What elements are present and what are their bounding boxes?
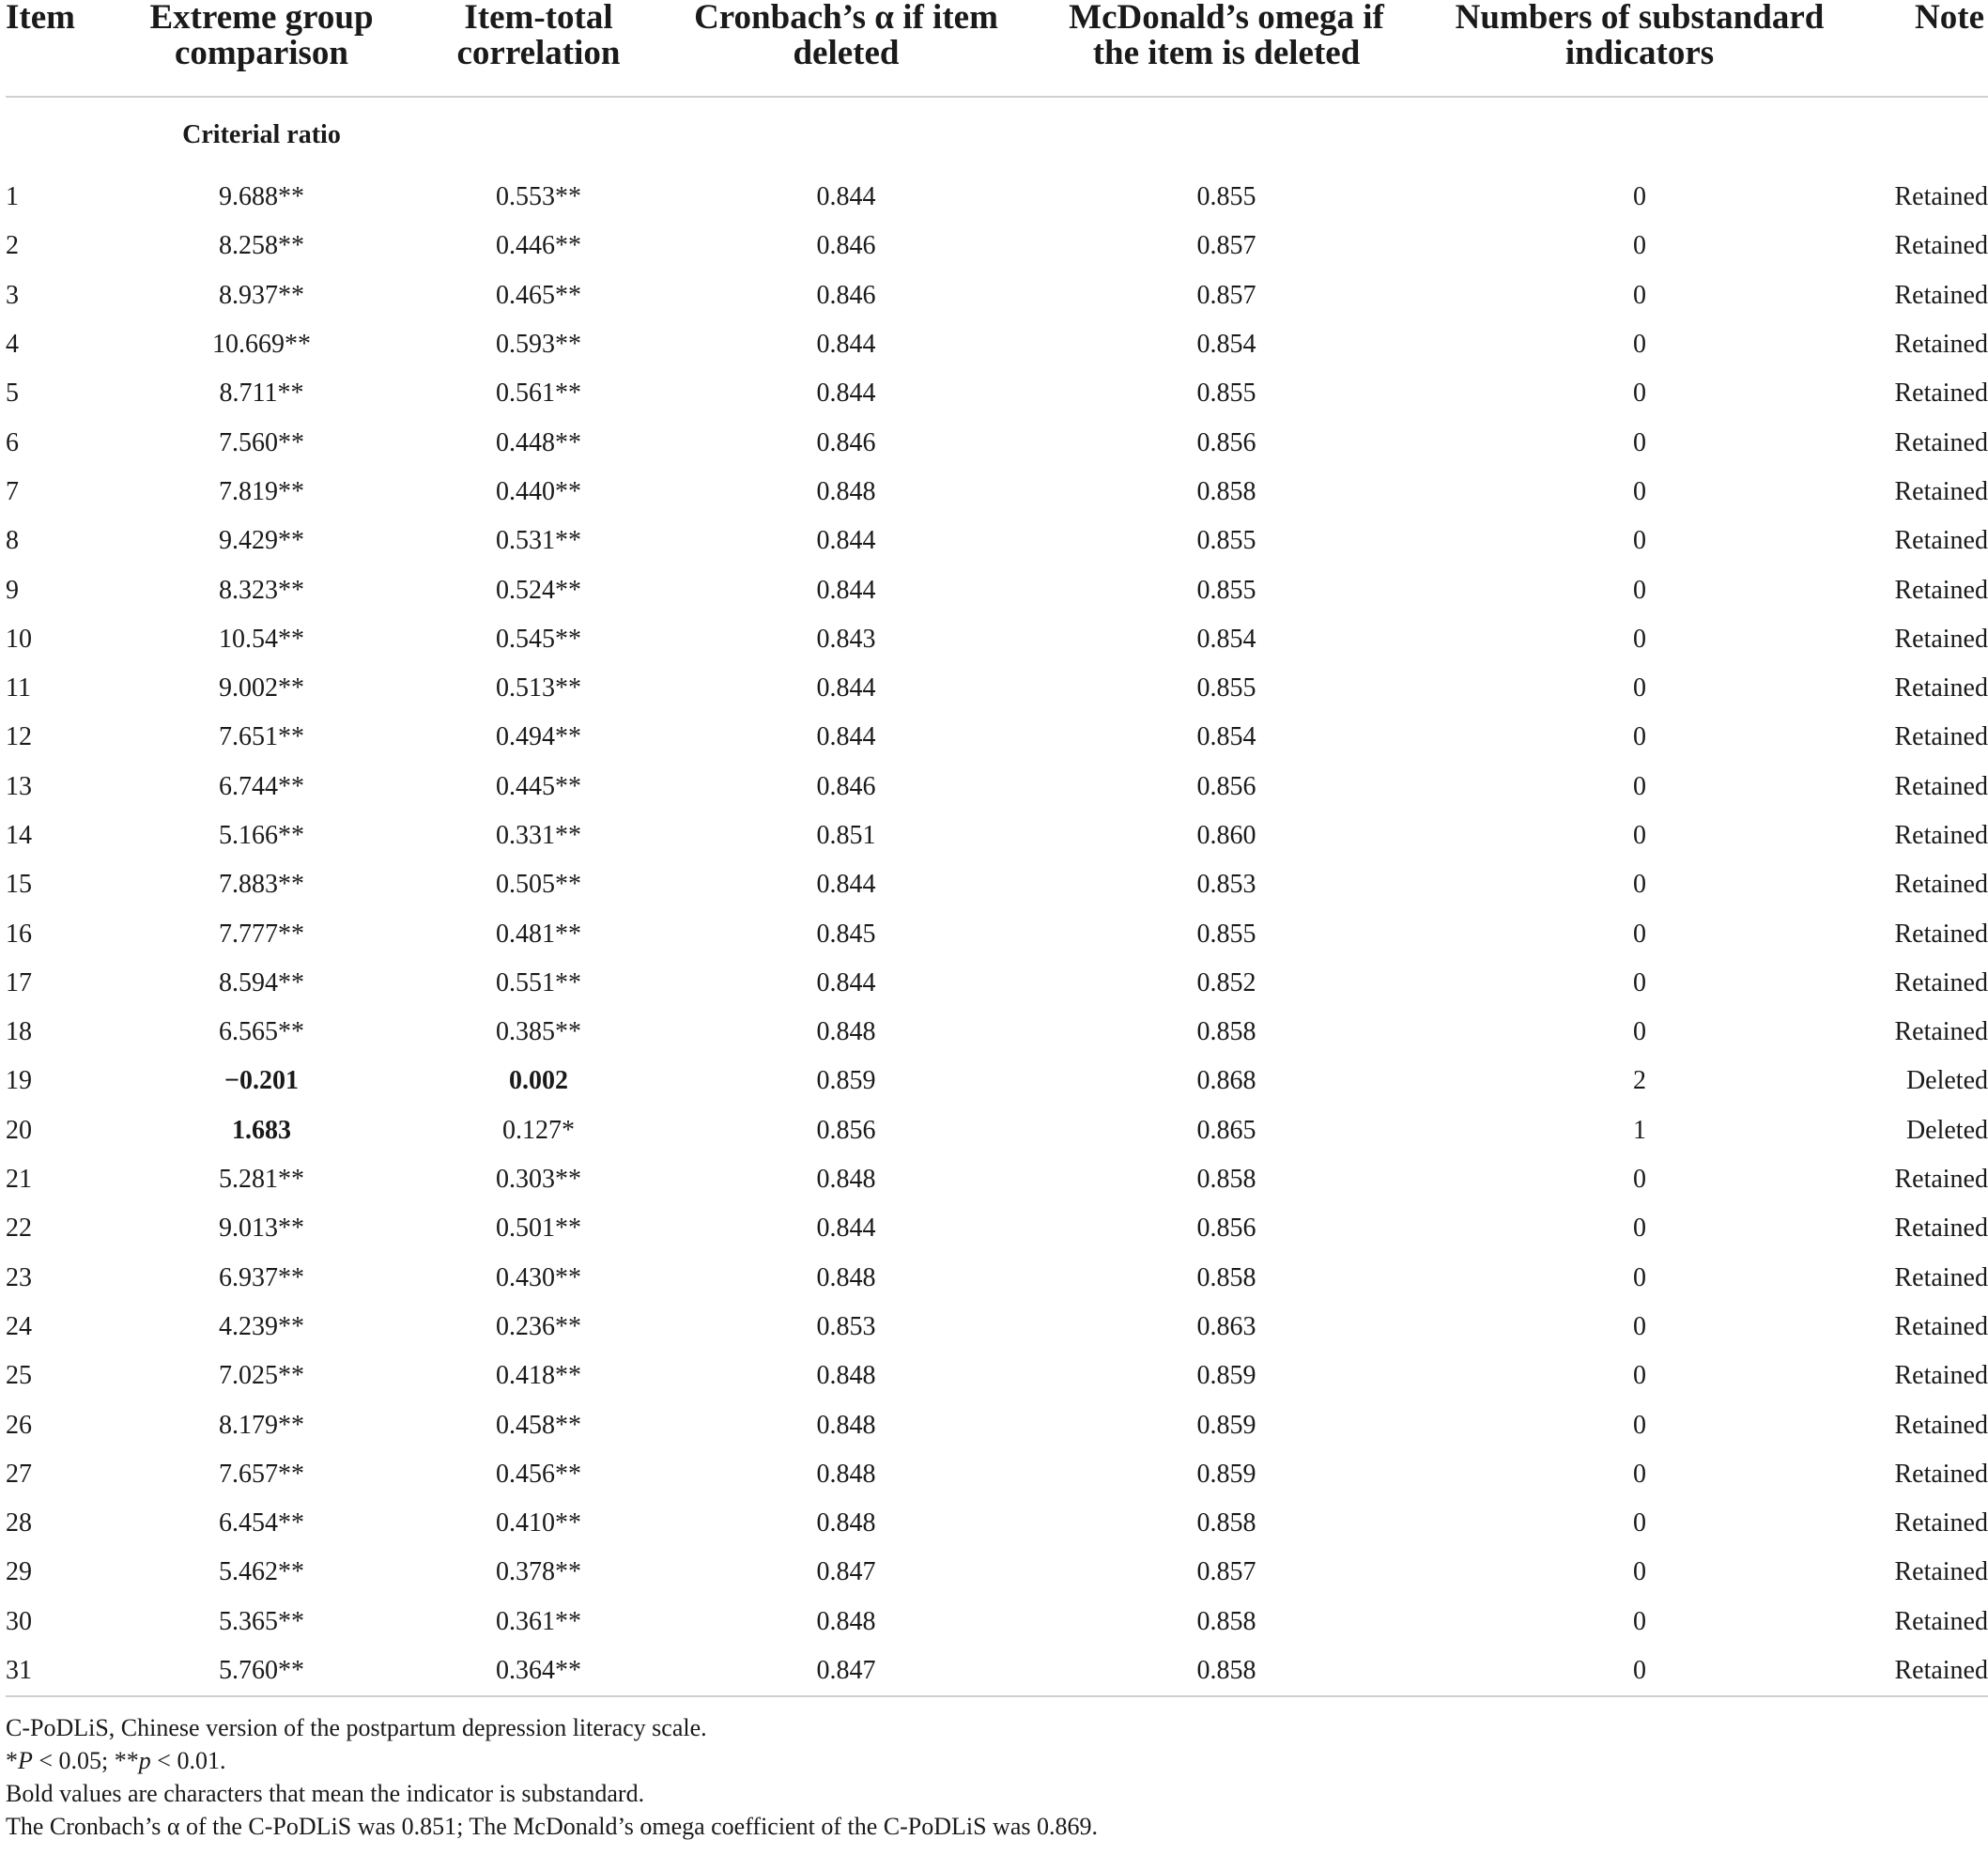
cell-criterial-ratio: 6.454** [219, 1508, 304, 1538]
cell-item: 15 [6, 870, 32, 900]
cell-note: Retained [1894, 379, 1988, 409]
cell-item: 22 [6, 1213, 32, 1244]
cell-item: 3 [6, 280, 19, 310]
cell-substandard-count: 0 [1633, 1165, 1646, 1195]
cell-item: 5 [6, 379, 19, 409]
cell-criterial-ratio: −0.201 [224, 1066, 299, 1096]
cell-item: 29 [6, 1557, 32, 1587]
cell-item-total-correlation: 0.531** [496, 526, 581, 556]
cell-item: 18 [6, 1017, 32, 1047]
cell-substandard-count: 0 [1633, 182, 1646, 212]
cell-alpha-if-deleted: 0.844 [816, 575, 876, 605]
cell-note: Retained [1894, 1165, 1988, 1195]
cell-note: Deleted [1905, 1115, 1988, 1145]
cell-omega-if-deleted: 0.858 [1196, 1508, 1256, 1538]
cell-criterial-ratio: 8.323** [219, 575, 304, 605]
cell-note: Retained [1894, 526, 1988, 556]
cell-substandard-count: 0 [1633, 1508, 1646, 1538]
table-row [6, 860, 1988, 909]
cell-note: Retained [1894, 1508, 1988, 1538]
cell-alpha-if-deleted: 0.846 [816, 771, 876, 801]
cell-alpha-if-deleted: 0.848 [816, 1459, 876, 1489]
cell-substandard-count: 0 [1633, 476, 1646, 506]
cell-item: 20 [6, 1115, 32, 1145]
cell-note: Retained [1894, 1311, 1988, 1341]
table-row [6, 1548, 1988, 1597]
cell-criterial-ratio: 6.937** [219, 1262, 304, 1292]
cell-criterial-ratio: 5.365** [219, 1606, 304, 1636]
cell-criterial-ratio: 8.937** [219, 280, 304, 310]
header-substandard-count: Numbers of substandard indicators [1433, 0, 1846, 97]
cell-alpha-if-deleted: 0.846 [816, 427, 876, 457]
cell-note: Retained [1894, 919, 1988, 949]
cell-substandard-count: 0 [1633, 526, 1646, 556]
cell-alpha-if-deleted: 0.844 [816, 330, 876, 360]
cell-note: Retained [1894, 427, 1988, 457]
footnote-significance: *P < 0.05; **p < 0.01. [6, 1747, 226, 1774]
cell-criterial-ratio: 9.688** [219, 182, 304, 212]
table-row [6, 1352, 1988, 1400]
table-row [6, 222, 1988, 271]
cell-substandard-count: 0 [1633, 1262, 1646, 1292]
cell-criterial-ratio: 7.777** [219, 919, 304, 949]
cell-substandard-count: 0 [1633, 1361, 1646, 1391]
cell-item: 7 [6, 476, 19, 506]
cell-omega-if-deleted: 0.857 [1196, 280, 1256, 310]
cell-alpha-if-deleted: 0.848 [816, 1262, 876, 1292]
table-body [6, 97, 1988, 1696]
subheader-row [6, 97, 1988, 173]
cell-omega-if-deleted: 0.863 [1196, 1311, 1256, 1341]
cell-note: Retained [1894, 476, 1988, 506]
table-row [6, 1254, 1988, 1303]
cell-criterial-ratio: 7.560** [219, 427, 304, 457]
cell-criterial-ratio: 5.281** [219, 1165, 304, 1195]
cell-item: 14 [6, 821, 32, 850]
header-item-total: Item-total correlation [405, 0, 672, 97]
header-mcdonald-omega: McDonald’s omega if the item is deleted [1020, 0, 1433, 97]
cell-item-total-correlation: 0.458** [496, 1410, 581, 1440]
cell-note: Retained [1894, 1606, 1988, 1636]
cell-note: Retained [1894, 280, 1988, 310]
cell-item-total-correlation: 0.545** [496, 624, 581, 654]
table-row [6, 1400, 1988, 1449]
cell-note: Retained [1894, 1459, 1988, 1489]
cell-alpha-if-deleted: 0.844 [816, 673, 876, 703]
cell-omega-if-deleted: 0.855 [1196, 526, 1256, 556]
table-row [6, 369, 1988, 418]
table-row [6, 173, 1988, 222]
cell-item-total-correlation: 0.430** [496, 1262, 581, 1292]
cell-item: 9 [6, 575, 19, 605]
cell-omega-if-deleted: 0.858 [1196, 1017, 1256, 1047]
table-row [6, 909, 1988, 958]
cell-omega-if-deleted: 0.868 [1196, 1066, 1256, 1096]
table-row [6, 812, 1988, 860]
cell-substandard-count: 0 [1633, 1410, 1646, 1440]
cell-item: 1 [6, 182, 19, 212]
cell-item-total-correlation: 0.505** [496, 870, 581, 900]
cell-alpha-if-deleted: 0.848 [816, 476, 876, 506]
table-row [6, 1008, 1988, 1057]
cell-omega-if-deleted: 0.859 [1196, 1410, 1256, 1440]
cell-note: Retained [1894, 1557, 1988, 1587]
cell-substandard-count: 0 [1633, 575, 1646, 605]
table-row [6, 713, 1988, 762]
cell-alpha-if-deleted: 0.844 [816, 526, 876, 556]
cell-omega-if-deleted: 0.856 [1196, 427, 1256, 457]
cell-item-total-correlation: 0.481** [496, 919, 581, 949]
cell-substandard-count: 0 [1633, 1311, 1646, 1341]
cell-item: 25 [6, 1361, 32, 1391]
cell-omega-if-deleted: 0.858 [1196, 476, 1256, 506]
cell-item-total-correlation: 0.465** [496, 280, 581, 310]
cell-criterial-ratio: 9.013** [219, 1213, 304, 1244]
header-extreme-group: Extreme group comparison [118, 0, 405, 97]
cell-omega-if-deleted: 0.855 [1196, 182, 1256, 212]
footnote-reliability-summary: The Cronbach’s α of the C-PoDLiS was 0.851; The McDonald’s omega coefficient of the C-PoDLiS was 0.869. [6, 1813, 1098, 1840]
table-row [6, 763, 1988, 812]
cell-item: 11 [6, 673, 31, 703]
cell-item-total-correlation: 0.236** [496, 1311, 581, 1341]
cell-alpha-if-deleted: 0.848 [816, 1165, 876, 1195]
cell-item-total-correlation: 0.445** [496, 771, 581, 801]
cell-substandard-count: 2 [1633, 1066, 1646, 1096]
cell-omega-if-deleted: 0.852 [1196, 967, 1256, 997]
table-row [6, 1303, 1988, 1352]
cell-alpha-if-deleted: 0.844 [816, 870, 876, 900]
cell-criterial-ratio: 8.594** [219, 967, 304, 997]
table-row [6, 1155, 1988, 1204]
cell-item: 23 [6, 1262, 32, 1292]
cell-substandard-count: 0 [1633, 673, 1646, 703]
cell-note: Retained [1846, 1646, 1988, 1696]
table-row [6, 1598, 1988, 1646]
cell-item: 28 [6, 1508, 32, 1538]
cell-criterial-ratio: 5.760** [118, 1646, 405, 1696]
cell-criterial-ratio: 7.657** [219, 1459, 304, 1489]
cell-item: 30 [6, 1606, 32, 1636]
table-row [6, 468, 1988, 517]
cell-note: Retained [1894, 1361, 1988, 1391]
cell-omega-if-deleted: 0.859 [1196, 1361, 1256, 1391]
cell-item: 16 [6, 919, 32, 949]
cell-item-total-correlation: 0.303** [496, 1165, 581, 1195]
cell-item-total-correlation: 0.593** [496, 330, 581, 360]
cell-substandard-count: 0 [1633, 870, 1646, 900]
cell-note: Retained [1894, 330, 1988, 360]
table-row [6, 615, 1988, 664]
cell-alpha-if-deleted: 0.848 [816, 1508, 876, 1538]
cell-alpha-if-deleted: 0.848 [816, 1361, 876, 1391]
table-footnotes [6, 1711, 1098, 1843]
cell-item-total-correlation: 0.513** [496, 673, 581, 703]
item-analysis-table [6, 0, 1988, 1697]
cell-item: 17 [6, 967, 32, 997]
cell-criterial-ratio: 7.025** [219, 1361, 304, 1391]
cell-alpha-if-deleted: 0.844 [816, 1213, 876, 1244]
cell-substandard-count: 0 [1633, 1459, 1646, 1489]
cell-item-total-correlation: 0.456** [496, 1459, 581, 1489]
cell-alpha-if-deleted: 0.844 [816, 379, 876, 409]
header-cronbach-alpha: Cronbach’s α if item deleted [672, 0, 1020, 97]
cell-criterial-ratio: 7.651** [219, 722, 304, 752]
cell-criterial-ratio: 5.462** [219, 1557, 304, 1587]
subheader-criterial-ratio: Criterial ratio [182, 120, 341, 149]
table-row [6, 1204, 1988, 1253]
cell-alpha-if-deleted: 0.847 [672, 1646, 1020, 1696]
footnote-bold-values: Bold values are characters that mean the indicator is substandard. [6, 1780, 645, 1807]
cell-substandard-count: 0 [1633, 624, 1646, 654]
cell-substandard-count: 0 [1633, 771, 1646, 801]
cell-substandard-count: 0 [1633, 1017, 1646, 1047]
cell-omega-if-deleted: 0.855 [1196, 379, 1256, 409]
cell-criterial-ratio: 9.002** [219, 673, 304, 703]
cell-omega-if-deleted: 0.855 [1196, 673, 1256, 703]
cell-item: 10 [6, 624, 32, 654]
cell-note: Retained [1894, 1262, 1988, 1292]
cell-note: Retained [1894, 821, 1988, 850]
cell-item-total-correlation: 0.418** [496, 1361, 581, 1391]
cell-criterial-ratio: 6.565** [219, 1017, 304, 1047]
table-row [6, 320, 1988, 369]
cell-omega-if-deleted: 0.857 [1196, 1557, 1256, 1587]
cell-omega-if-deleted: 0.859 [1196, 1459, 1256, 1489]
cell-criterial-ratio: 5.166** [219, 821, 304, 850]
cell-criterial-ratio: 1.683 [232, 1115, 291, 1145]
cell-criterial-ratio: 8.258** [219, 231, 304, 261]
cell-criterial-ratio: 8.711** [219, 379, 304, 409]
cell-item: 8 [6, 526, 19, 556]
cell-note: Retained [1894, 771, 1988, 801]
cell-criterial-ratio: 10.669** [212, 330, 311, 360]
table-header [6, 0, 1988, 97]
cell-alpha-if-deleted: 0.844 [816, 182, 876, 212]
cell-criterial-ratio: 9.429** [219, 526, 304, 556]
cell-item-total-correlation: 0.440** [496, 476, 581, 506]
cell-note: Retained [1894, 1410, 1988, 1440]
cell-omega-if-deleted: 0.858 [1020, 1646, 1433, 1696]
cell-criterial-ratio: 7.819** [219, 476, 304, 506]
cell-substandard-count: 0 [1633, 919, 1646, 949]
header-item: Item [6, 0, 118, 97]
cell-omega-if-deleted: 0.855 [1196, 575, 1256, 605]
cell-omega-if-deleted: 0.858 [1196, 1606, 1256, 1636]
cell-item-total-correlation: 0.524** [496, 575, 581, 605]
cell-substandard-count: 0 [1633, 821, 1646, 850]
cell-item: 26 [6, 1410, 32, 1440]
cell-item-total-correlation: 0.494** [496, 722, 581, 752]
cell-note: Retained [1894, 624, 1988, 654]
table-row [6, 959, 1988, 1008]
cell-substandard-count: 0 [1633, 722, 1646, 752]
cell-alpha-if-deleted: 0.846 [816, 280, 876, 310]
cell-alpha-if-deleted: 0.844 [816, 722, 876, 752]
cell-criterial-ratio: 4.239** [219, 1311, 304, 1341]
cell-alpha-if-deleted: 0.848 [816, 1017, 876, 1047]
cell-item-total-correlation: 0.378** [496, 1557, 581, 1587]
cell-substandard-count: 0 [1433, 1646, 1846, 1696]
cell-item: 21 [6, 1165, 32, 1195]
cell-note: Retained [1894, 722, 1988, 752]
cell-omega-if-deleted: 0.854 [1196, 722, 1256, 752]
cell-substandard-count: 0 [1633, 379, 1646, 409]
cell-criterial-ratio: 10.54** [219, 624, 304, 654]
table-row [6, 1106, 1988, 1155]
cell-item: 12 [6, 722, 32, 752]
cell-alpha-if-deleted: 0.853 [816, 1311, 876, 1341]
cell-omega-if-deleted: 0.860 [1196, 821, 1256, 850]
table-row [6, 1450, 1988, 1499]
cell-item: 19 [6, 1066, 32, 1096]
cell-alpha-if-deleted: 0.859 [816, 1066, 876, 1096]
cell-substandard-count: 0 [1633, 231, 1646, 261]
cell-omega-if-deleted: 0.858 [1196, 1165, 1256, 1195]
table-row [6, 271, 1988, 320]
cell-note: Retained [1894, 182, 1988, 212]
cell-omega-if-deleted: 0.856 [1196, 771, 1256, 801]
cell-note: Retained [1894, 870, 1988, 900]
cell-alpha-if-deleted: 0.847 [816, 1557, 876, 1587]
table-row [6, 1057, 1988, 1105]
cell-alpha-if-deleted: 0.851 [816, 821, 876, 850]
cell-substandard-count: 0 [1633, 330, 1646, 360]
cell-item-total-correlation: 0.561** [496, 379, 581, 409]
cell-note: Retained [1894, 575, 1988, 605]
cell-item: 24 [6, 1311, 32, 1341]
cell-alpha-if-deleted: 0.843 [816, 624, 876, 654]
cell-omega-if-deleted: 0.865 [1196, 1115, 1256, 1145]
cell-substandard-count: 0 [1633, 427, 1646, 457]
cell-item-total-correlation: 0.364** [405, 1646, 672, 1696]
cell-item-total-correlation: 0.002 [509, 1066, 568, 1096]
cell-item: 27 [6, 1459, 32, 1489]
cell-alpha-if-deleted: 0.848 [816, 1606, 876, 1636]
cell-omega-if-deleted: 0.856 [1196, 1213, 1256, 1244]
table-row [6, 1499, 1988, 1548]
cell-omega-if-deleted: 0.855 [1196, 919, 1256, 949]
footnote-abbreviation: C-PoDLiS, Chinese version of the postpartum depression literacy scale. [6, 1714, 707, 1741]
cell-alpha-if-deleted: 0.845 [816, 919, 876, 949]
cell-item-total-correlation: 0.551** [496, 967, 581, 997]
cell-item: 6 [6, 427, 19, 457]
cell-item-total-correlation: 0.501** [496, 1213, 581, 1244]
cell-substandard-count: 0 [1633, 280, 1646, 310]
cell-substandard-count: 0 [1633, 1213, 1646, 1244]
cell-criterial-ratio: 8.179** [219, 1410, 304, 1440]
cell-item-total-correlation: 0.410** [496, 1508, 581, 1538]
header-note: Note [1846, 0, 1988, 97]
cell-alpha-if-deleted: 0.856 [816, 1115, 876, 1145]
cell-item-total-correlation: 0.361** [496, 1606, 581, 1636]
table-row [6, 1646, 1988, 1696]
cell-item: 2 [6, 231, 19, 261]
cell-item: 4 [6, 330, 19, 360]
cell-substandard-count: 0 [1633, 967, 1646, 997]
cell-item-total-correlation: 0.553** [496, 182, 581, 212]
cell-item: 31 [6, 1646, 118, 1696]
cell-criterial-ratio: 6.744** [219, 771, 304, 801]
cell-note: Retained [1894, 673, 1988, 703]
table-row [6, 517, 1988, 565]
cell-item-total-correlation: 0.448** [496, 427, 581, 457]
cell-omega-if-deleted: 0.857 [1196, 231, 1256, 261]
cell-item-total-correlation: 0.331** [496, 821, 581, 850]
cell-alpha-if-deleted: 0.844 [816, 967, 876, 997]
cell-alpha-if-deleted: 0.848 [816, 1410, 876, 1440]
cell-alpha-if-deleted: 0.846 [816, 231, 876, 261]
cell-criterial-ratio: 7.883** [219, 870, 304, 900]
cell-item-total-correlation: 0.127* [502, 1115, 575, 1145]
cell-item: 13 [6, 771, 32, 801]
cell-omega-if-deleted: 0.854 [1196, 624, 1256, 654]
table-row [6, 664, 1988, 713]
cell-note: Retained [1894, 1213, 1988, 1244]
cell-substandard-count: 0 [1633, 1557, 1646, 1587]
cell-note: Retained [1894, 1017, 1988, 1047]
cell-note: Retained [1894, 231, 1988, 261]
table-row [6, 418, 1988, 467]
cell-item-total-correlation: 0.446** [496, 231, 581, 261]
cell-item-total-correlation: 0.385** [496, 1017, 581, 1047]
cell-note: Deleted [1905, 1066, 1988, 1096]
cell-substandard-count: 1 [1633, 1115, 1646, 1145]
cell-omega-if-deleted: 0.854 [1196, 330, 1256, 360]
cell-omega-if-deleted: 0.853 [1196, 870, 1256, 900]
cell-substandard-count: 0 [1633, 1606, 1646, 1636]
cell-omega-if-deleted: 0.858 [1196, 1262, 1256, 1292]
cell-note: Retained [1894, 967, 1988, 997]
table-row [6, 565, 1988, 614]
